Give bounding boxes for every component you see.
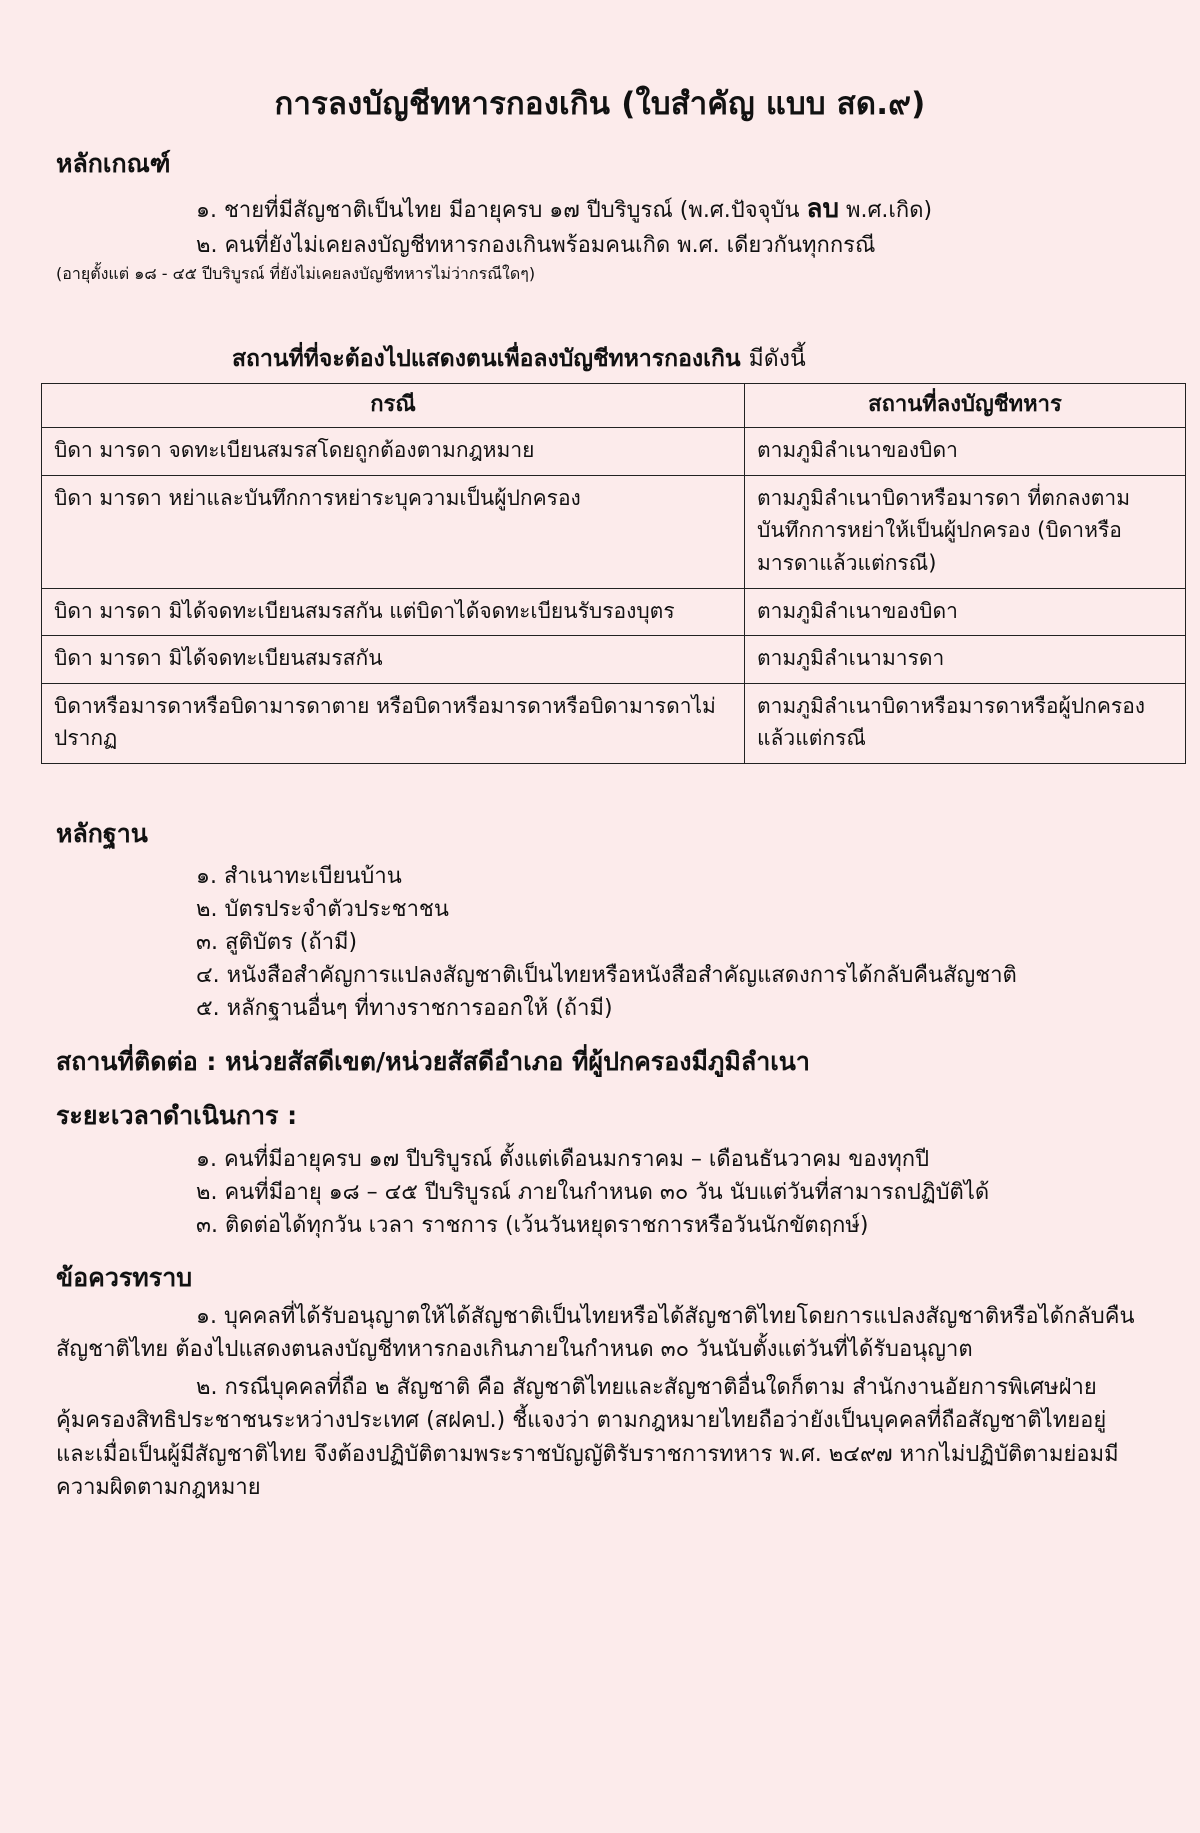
table-row [42, 475, 1186, 588]
table-cell-case: บิดา มารดา มิได้จดทะเบียนสมรสกัน แต่บิดาได้จดทะเบียนรับรองบุตร [42, 588, 745, 636]
evidence-item: ๑. สำเนาทะเบียนบ้าน [196, 863, 402, 889]
table-row [42, 428, 1186, 476]
evidence-item: ๓. สูติบัตร (ถ้ามี) [196, 929, 358, 955]
places-table-title-suffix: มีดังนี้ [748, 346, 806, 373]
table-cell-case: บิดาหรือมารดาหรือบิดามารดาตาย หรือบิดาหรือมารดาหรือบิดามารดาไม่ปรากฏ [42, 683, 745, 763]
table-row [42, 588, 1186, 636]
criteria-item-2-note: (อายุตั้งแต่ ๑๘ - ๔๕ ปีบริบูรณ์ ที่ยังไม่เคยลงบัญชีทหารไม่ว่ากรณีใดๆ) [56, 264, 536, 284]
timing-heading: ระยะเวลาดำเนินการ : [56, 1101, 298, 1131]
timing-item: ๑. คนที่มีอายุครบ ๑๗ ปีบริบูรณ์ ตั้งแต่เดือนมกราคม – เดือนธันวาคม ของทุกปี [196, 1146, 930, 1172]
table-cell-case: บิดา มารดา จดทะเบียนสมรสโดยถูกต้องตามกฎหมาย [42, 428, 745, 476]
contact-line: สถานที่ติดต่อ : หน่วยสัสดีเขต/หน่วยสัสดีอำเภอ ที่ผู้ปกครองมีภูมิลำเนา [56, 1046, 810, 1076]
timing-item: ๓. ติดต่อได้ทุกวัน เวลา ราชการ (เว้นวันหยุดราชการหรือวันนักขัตฤกษ์) [196, 1212, 869, 1238]
evidence-item: ๔. หนังสือสำคัญการแปลงสัญชาติเป็นไทยหรือหนังสือสำคัญแสดงการได้กลับคืนสัญชาติ [196, 962, 1017, 988]
criteria-item-1-emphasis: ลบ [806, 194, 839, 225]
table-header-case: กรณี [42, 384, 745, 428]
evidence-item: ๒. บัตรประจำตัวประชาชน [196, 896, 449, 922]
table-cell-place: ตามภูมิลำเนามารดา [745, 636, 1186, 684]
places-table-title-text: สถานที่ที่จะต้องไปแสดงตนเพื่อลงบัญชีทหารกองเกิน [232, 346, 741, 373]
criteria-section [56, 146, 1144, 287]
notice-paragraph-1 [56, 1300, 1144, 1367]
notice-section [56, 1260, 1144, 1505]
table-cell-place: ตามภูมิลำเนาของบิดา [745, 588, 1186, 636]
table-cell-case: บิดา มารดา มิได้จดทะเบียนสมรสกัน [42, 636, 745, 684]
evidence-heading: หลักฐาน [56, 818, 148, 848]
places-table [41, 383, 1186, 763]
timing-item: ๒. คนที่มีอายุ ๑๘ – ๔๕ ปีบริบูรณ์ ภายในกำหนด ๓๐ วัน นับแต่วันที่สามารถปฏิบัติได้ [196, 1179, 990, 1205]
notice-paragraph-2-text: ๒. กรณีบุคคลที่ถือ ๒ สัญชาติ คือ สัญชาติไทยและสัญชาติอื่นใดก็ตาม สำนักงานอัยการพิเศษฝ่ายคุ้มครองสิทธิประชาชนระหว่างประเทศ (สฝคป.) ชี้แจงว่า ตามกฎหมายไทยถือว่ายังเป็นบุคคลที่ถือสัญชาติไทยอยู่ และเมื่อเป็นผู้มีสัญชาติไทย จึงต้องปฏิบัติตามพระราชบัญญัติรับราชการทหาร พ.ศ. ๒๔๙๗ หากไม่ปฏิบัติตามย่อมมีความผิดตามกฎหมาย [56, 1374, 1119, 1501]
timing-list [56, 1143, 1144, 1242]
criteria-item-1 [196, 190, 1144, 229]
table-row [42, 636, 1186, 684]
evidence-item: ๕. หลักฐานอื่นๆ ที่ทางราชการออกให้ (ถ้ามี) [196, 995, 613, 1021]
table-row [42, 683, 1186, 763]
table-cell-place: ตามภูมิลำเนาของบิดา [745, 428, 1186, 476]
table-cell-place: ตามภูมิลำเนาบิดาหรือมารดา ที่ตกลงตามบันทึกการหย่าให้เป็นผู้ปกครอง (บิดาหรือมารดาแล้วแต่กรณี) [745, 475, 1186, 588]
criteria-list [56, 190, 1144, 262]
criteria-item-1-suffix: พ.ศ.เกิด) [838, 198, 933, 224]
notice-paragraph-1-text: ๑. บุคคลที่ได้รับอนุญาตให้ได้สัญชาติเป็นไทยหรือได้สัญชาติไทยโดยการแปลงสัญชาติหรือได้กลับคืนสัญชาติไทย ต้องไปแสดงตนลงบัญชีทหารกองเกินภายในกำหนด ๓๐ วันนับตั้งแต่วันที่ได้รับอนุญาต [56, 1303, 1135, 1363]
table-header-place: สถานที่ลงบัญชีทหาร [745, 384, 1186, 428]
table-cell-place: ตามภูมิลำเนาบิดาหรือมารดาหรือผู้ปกครองแล้วแต่กรณี [745, 683, 1186, 763]
criteria-heading: หลักเกณฑ์ [56, 149, 171, 178]
criteria-item-2: ๒. คนที่ยังไม่เคยลงบัญชีทหารกองเกินพร้อมคนเกิด พ.ศ. เดียวกันทุกกรณี [196, 233, 876, 259]
evidence-list [56, 860, 1144, 1025]
notice-heading: ข้อควรทราบ [56, 1262, 193, 1292]
evidence-section [56, 816, 1144, 1025]
criteria-item-1-prefix: ๑. ชายที่มีสัญชาติเป็นไทย มีอายุครบ ๑๗ ปีบริบูรณ์ (พ.ศ.ปัจจุบัน [196, 198, 807, 224]
page-title: การลงบัญชีทหารกองเกิน (ใบสำคัญ แบบ สด.๙) [274, 86, 926, 122]
notice-paragraph-2 [56, 1371, 1144, 1505]
table-header-row [42, 384, 1186, 428]
places-table-title [232, 341, 1144, 377]
timing-section [56, 1098, 1144, 1241]
table-cell-case: บิดา มารดา หย่าและบันทึกการหย่าระบุความเป็นผู้ปกครอง [42, 475, 745, 588]
